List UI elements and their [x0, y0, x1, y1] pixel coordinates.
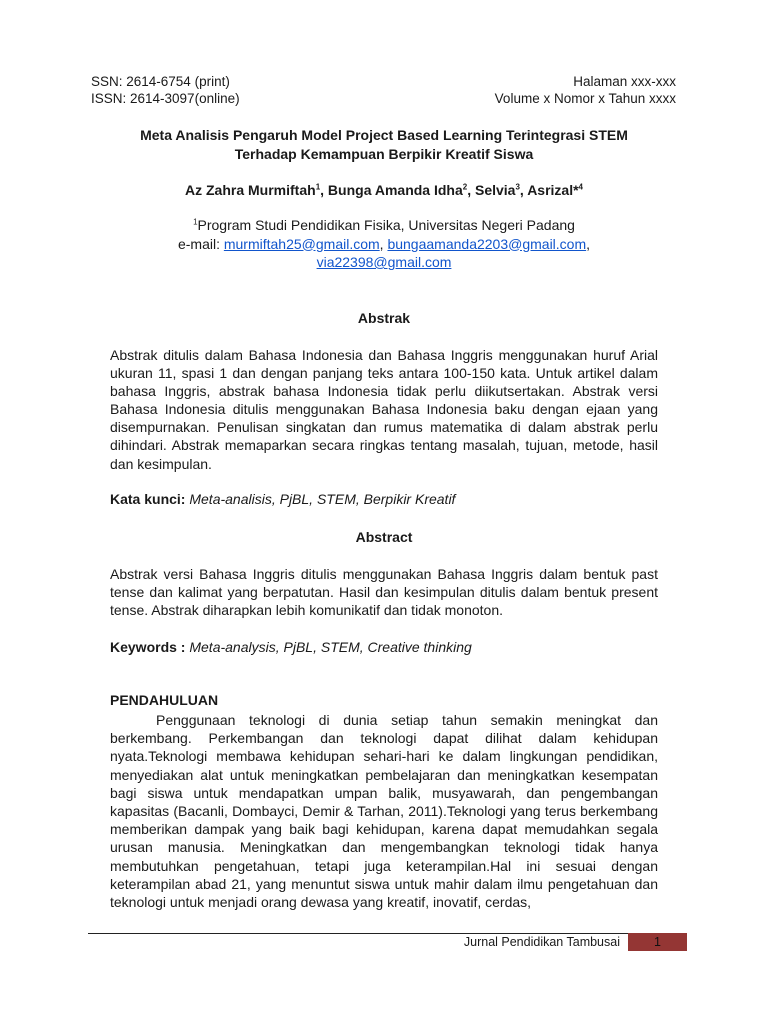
keywords-value: Meta-analysis, PjBL, STEM, Creative thinking: [185, 639, 472, 655]
email-link[interactable]: via22398@gmail.com: [316, 254, 452, 270]
issn-online: ISSN: 2614-3097(online): [91, 91, 240, 106]
author-name: Asrizal*: [527, 182, 579, 198]
affiliation-text: Program Studi Pendidikan Fisika, Universitas Negeri Padang: [197, 217, 575, 233]
footer-divider: [88, 933, 687, 934]
email-line: [80, 235, 688, 254]
author-separator: ,: [467, 182, 475, 198]
author-separator: ,: [320, 182, 328, 198]
email-link[interactable]: murmiftah25@gmail.com: [223, 235, 380, 252]
volume-number: Volume x Nomor x Tahun xxxx: [494, 91, 676, 106]
abstract-body: Abstrak versi Bahasa Inggris ditulis menggunakan Bahasa Inggris dalam bentuk past tense dan kalimat yang berpatutan. Hasil dan kesimpulan ditulis dalam bentuk present tense. Abstrak diharapkan lebih komunikatif dan tidak monoton.: [110, 566, 658, 619]
keywords: [110, 639, 658, 655]
author-name: Az Zahra Murmiftah: [185, 182, 316, 198]
pendahuluan-heading: PENDAHULUAN: [110, 692, 219, 708]
page-range: Halaman xxx-xxx: [573, 74, 676, 89]
kata-kunci: [110, 491, 658, 507]
article-title: [80, 126, 688, 164]
author-list: [80, 182, 688, 198]
email-line-2: [80, 253, 688, 272]
author-name: Selvia: [474, 182, 516, 198]
author-affil-marker: 2: [462, 182, 468, 192]
abstract-heading: Abstract: [355, 529, 413, 545]
abstrak-body: Abstrak ditulis dalam Bahasa Indonesia dan Bahasa Inggris menggunakan huruf Arial ukuran 11, spasi 1 dan dengan panjang teks antara 100-150 kata. Untuk artikel dalam bahasa Inggris, abstrak bahasa Indonesia tidak perlu diikutsertakan. Abstrak versi Bahasa Indonesia ditulis menggunakan Bahasa Indonesia baku dengan ejaan yang disempurnakan. Penulisan singkatan dan rumus matematika di dalam abstrak perlu dihindari. Abstrak memaparkan secara ringkas tentang masalah, tujuan, metode, hasil dan kesimpulan.: [110, 347, 658, 472]
email-label: e-mail:: [177, 235, 224, 252]
title-line-1: Meta Analisis Pengaruh Model Project Based Learning Terintegrasi STEM: [140, 127, 628, 143]
abstrak-heading: Abstrak: [357, 310, 411, 326]
pendahuluan-body: Penggunaan teknologi di dunia setiap tahun semakin meningkat dan berkembang. Perkembangan dan teknologi dapat dilihat dalam kehidupan nyata.Teknologi membawa kehidupan sehari-hari ke dalam lingkungan pendidikan, menyediakan alat untuk meningkatkan pembelajaran dan meningkatkan kesempatan bagi siswa untuk mendapatkan umpan balik, musyawarah, dan pengembangan kapasitas (Bacanli, Dombayci, Demir & Tarhan, 2011).Teknologi yang terus berkembang memberikan dampak yang baik bagi kehidupan, karena dapat memudahkan segala urusan manusia. Meningkatkan dan mengembangkan teknologi tidak hanya membutuhkan pengetahuan, tetapi juga keterampilan.Hal ini sesuai dengan keterampilan abad 21, yang menuntut siswa untuk mahir dalam ilmu pengetahuan dan teknologi untuk menjadi orang dewasa yang kreatif, inovatif, cerdas,: [110, 712, 658, 911]
header-issn: [91, 73, 240, 107]
author-affil-marker: 4: [578, 182, 583, 192]
title-line-2: Terhadap Kemampuan Berpikir Kreatif Siswa: [234, 146, 534, 162]
issn-print: SSN: 2614-6754 (print): [91, 74, 230, 89]
author-separator: ,: [519, 182, 528, 198]
affiliation-block: [80, 216, 688, 272]
email-separator: ,: [586, 235, 591, 252]
email-separator: ,: [379, 235, 388, 252]
kata-kunci-value: Meta-analisis, PjBL, STEM, Berpikir Kreatif: [185, 491, 456, 507]
footer-page-number: 1: [628, 933, 687, 951]
author-affil-marker: 3: [515, 182, 520, 192]
author-name: Bunga Amanda Idha: [327, 182, 463, 198]
affiliation-marker: 1: [193, 217, 198, 227]
email-link[interactable]: bungaamanda2203@gmail.com: [387, 235, 587, 252]
affiliation-line: [80, 216, 688, 235]
kata-kunci-label: Kata kunci:: [110, 491, 186, 507]
footer-journal-name: Jurnal Pendidikan Tambusai: [463, 935, 620, 949]
author-affil-marker: 1: [315, 182, 321, 192]
keywords-label: Keywords :: [110, 639, 186, 655]
header-volume-info: [495, 73, 676, 107]
